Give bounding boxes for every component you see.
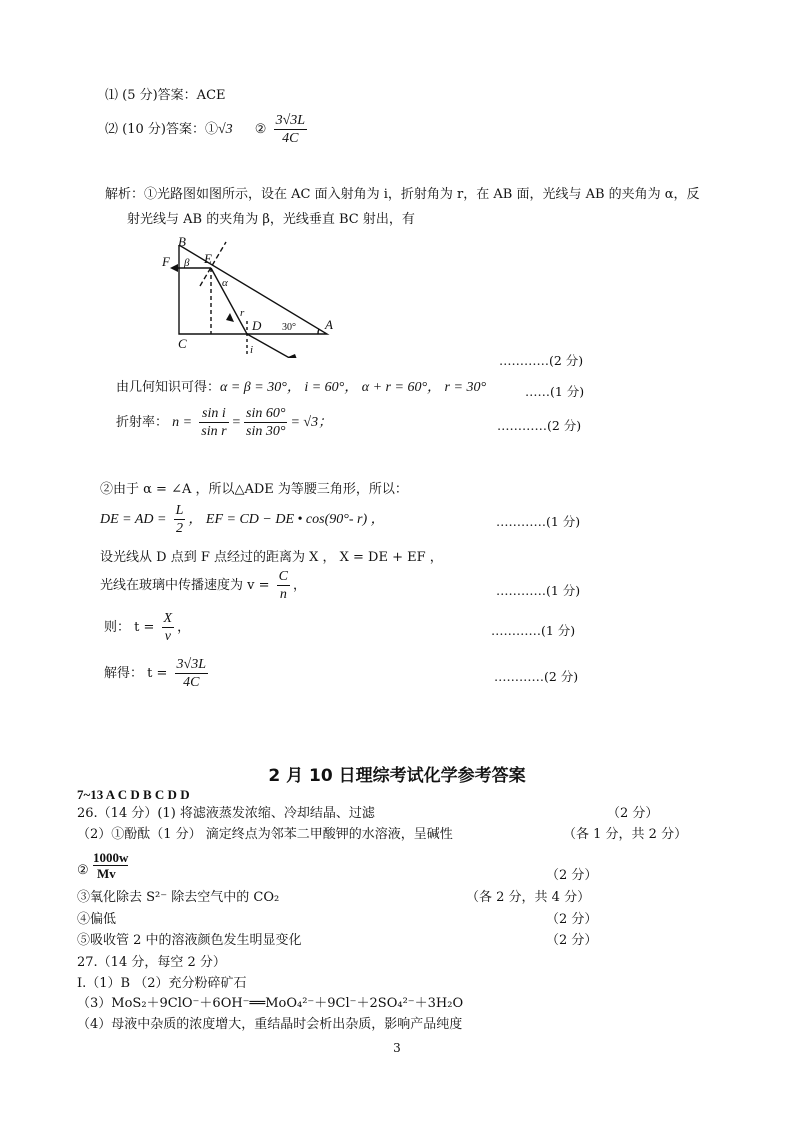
de-eq: DE = AD = [100,512,167,527]
frac-1000w: 1000w [93,850,129,865]
frac-c: C [278,569,288,584]
sini-sinr [199,405,228,440]
q26-c3-score: （各 2 分，共 4 分） [466,890,591,905]
x-over-v [162,610,175,645]
analysis-line1: 解析：①光路图如图所示，设在 AC 面入射角为 i，折射角为 r，在 AB 面，光线与 AB 的夹角为 α，反 [105,187,700,202]
frac-x: X [163,611,173,626]
ef-eq: ， EF = CD − DE • cos(90°- r) ， [188,512,385,527]
q26-score2: （各 1 分，共 2 分） [563,827,688,842]
label-f: F [162,254,170,269]
mc-answers: 7~13 A C D B C D D [77,787,190,802]
label-alpha: α [222,277,228,289]
frac-mv: Mv [97,866,116,881]
score-solve: …………(2 分) [494,669,579,684]
q1-answer: ⑴ (5 分)答案：ACE [105,88,226,103]
q26-c4-score: （2 分） [546,912,598,927]
q26-score1: （2 分） [607,806,659,821]
geom-eq: α = β = 30°， i = 60°， α + r = 60°， r = 30° [220,380,487,395]
solve-label: 解得： t = [104,666,168,681]
frac-2: 2 [176,521,183,536]
solve-fraction [175,656,208,691]
incident-ray [247,334,302,358]
v-line: 光线在玻璃中传播速度为 v = $\frac{C}{n}$ ， [100,569,307,602]
x-line: 设光线从 D 点到 F 点经过的距离为 X ， X = DE + EF ， [100,550,443,565]
q2-prefix: ⑵ (10 分)答案：① [105,122,218,137]
frac-den: 4C [282,131,299,146]
score-v: …………(1 分) [496,583,581,598]
score-geom: ……(1 分) [525,384,585,399]
q2-answer [105,112,310,147]
index-label: 折射率： [116,415,169,430]
sin60: sin 60° [246,406,286,421]
score-diagram: …………(2 分) [499,353,584,368]
label-r: r [240,307,245,319]
ray-de [211,268,247,334]
chem-title: 2 月 10 日理综考试化学参考答案 [268,766,526,786]
label-a: A [325,317,333,332]
de-line [100,502,385,537]
q2-fraction [274,112,307,147]
q26-c2-mark: ② [77,863,89,878]
q26-line2: （2）①酚酞（1 分） 滴定终点为邻苯二甲酸钾的水溶液，呈碱性 [77,827,453,842]
q27-line3: （3）MoS₂＋9ClO⁻＋6OH⁻══MoO₄²⁻＋9Cl⁻＋2SO₄²⁻＋3H₂O [77,996,464,1011]
frac-n: n [279,587,287,602]
t-line: 则： t = $\frac{X}{v}$ ， [104,611,191,644]
v-eq: 光线在玻璃中传播速度为 v = [100,578,270,593]
c-over-n [277,568,290,603]
solve-line [104,656,211,691]
solve-num: 3√3L [176,657,207,672]
t-label: 则： t = [104,620,155,635]
arrow-in [288,354,298,358]
n-eq: n = [172,415,193,430]
label-i: i [250,344,254,356]
q26-c3: ③氧化除去 S²⁻ 除去空气中的 CO₂ [77,890,280,905]
l-over-2 [174,502,186,537]
q2-ans1: √3 [217,122,233,137]
sin-r: sin r [201,424,227,439]
q26-c5: ⑤吸收管 2 中的溶液颜色发生明显变化 [77,933,302,948]
q27-line4: （4）母液中杂质的浓度增大，重结晶时会析出杂质，影响产品纯度 [77,1017,463,1032]
q27-line1: I.（1）B （2）充分粉碎矿石 [77,976,247,991]
page-number: 3 [393,1041,401,1055]
score-index: …………(2 分) [497,418,582,433]
part2-line: ②由于 α = ∠A ，所以△ADE 为等腰三角形，所以： [100,482,408,497]
geom-prefix: 由几何知识可得： [116,380,221,395]
solve-den: 4C [183,675,200,690]
angle-arc [318,329,319,334]
score-de: …………(1 分) [496,514,581,529]
arrow-f [170,264,178,272]
geometry-line [116,380,486,396]
label-30: 30° [282,322,296,333]
index-line: 折射率： n = $\frac{\text{sin i}}{\text{sin r}}$ = $\frac{\sin 60^\circ}{\sin 30^\circ}$ = √3； [116,406,333,439]
label-d: D [252,318,262,333]
q2-mark2: ② [254,122,267,137]
analysis-line2: 射光线与 AB 的夹角为 β，光线垂直 BC 射出，有 [127,212,415,227]
eq-sqrt3: = √3； [290,415,333,430]
label-c: C [178,336,187,351]
optics-diagram [160,236,340,358]
score-t: …………(1 分) [491,623,576,638]
sin60-sin30 [244,405,287,440]
sin-i: sin i [199,405,228,423]
frac-num: 3√3L [275,113,306,128]
label-b: B [178,236,186,249]
frac-l: L [175,503,184,518]
label-beta: β [184,257,190,269]
q26-c4: ④偏低 [77,912,117,927]
label-e: E [204,251,212,266]
arrow-de [226,313,234,322]
frac-v: v [164,629,171,644]
q26-c5-score: （2 分） [546,933,598,948]
q27-title: 27.（14 分，每空 2 分） [77,955,226,970]
q26-c2-score: （2 分） [546,868,598,883]
q26-line1: 26.（14 分）(1) 将滤液蒸发浓缩、冷却结晶、过滤 [77,806,375,821]
sin30: sin 30° [246,424,286,439]
